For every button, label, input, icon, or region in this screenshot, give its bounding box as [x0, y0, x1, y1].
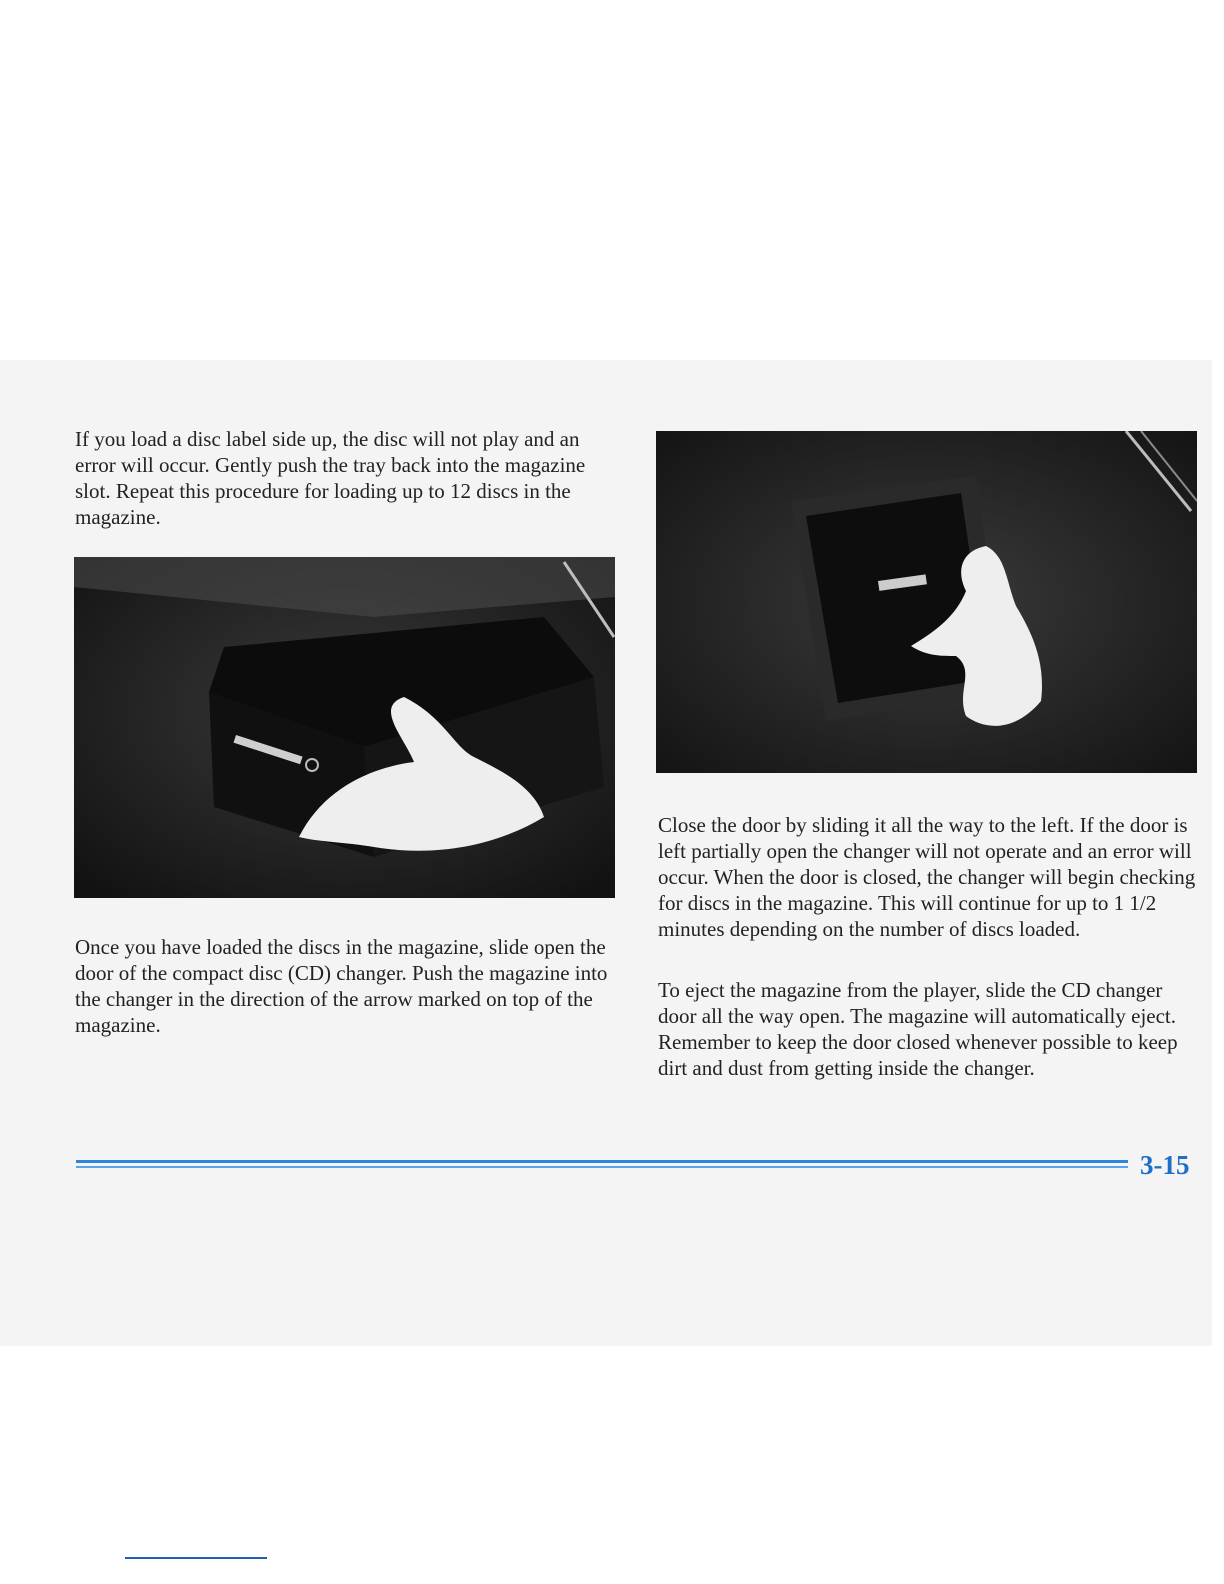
- paragraph-push-magazine: Once you have loaded the discs in the magazine, slide open the door of the compact disc (CD) changer. Push the magazine into the changer in the direction of the arrow marked on top of the magazine.: [75, 935, 608, 1037]
- photo-closing-door: [656, 431, 1197, 773]
- photo-closing-door-drawing: [656, 431, 1197, 773]
- paragraph-eject-magazine: To eject the magazine from the player, slide the CD changer door all the way open. The magazine will automatically eject. Remember to keep the door closed whenever possible to keep dirt and dust from getting inside the changer.: [658, 978, 1178, 1080]
- footer-link-underline[interactable]: [125, 1557, 267, 1559]
- footer-rule: [76, 1160, 1128, 1170]
- paragraph-close-door: Close the door by sliding it all the way to the left. If the door is left partially open the changer will not operate and an error will occur. When the door is closed, the changer will begin checking for discs in the magazine. This will continue for up to 1 1/2 minutes depending on the number of discs loaded.: [658, 813, 1196, 941]
- paragraph-disc-label: If you load a disc label side up, the disc will not play and an error will occur. Gently push the tray back into the magazine slot. Repeat this procedure for loading up to 12 discs in the magazine.: [75, 427, 586, 529]
- photo-loading-magazine-drawing: [74, 557, 615, 898]
- page-number: 3-15: [1140, 1150, 1190, 1180]
- photo-loading-magazine: [74, 557, 615, 898]
- footer-rule-line-top: [76, 1160, 1128, 1163]
- footer-rule-line-bottom: [76, 1166, 1128, 1168]
